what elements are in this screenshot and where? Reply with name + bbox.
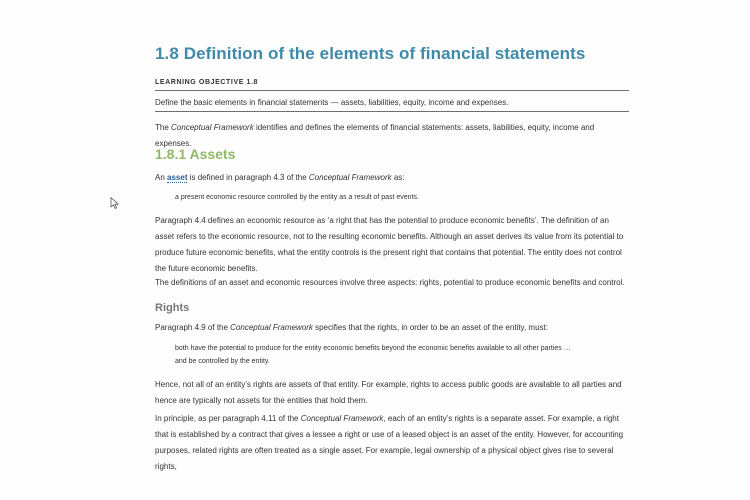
rights-heading: Rights (155, 302, 190, 314)
rights-criterion-2: and be controlled by the entity. (175, 358, 270, 365)
three-aspects-paragraph: The definitions of an asset and economic resources involve three aspects: rights, potential to produce economic benefits and control. (155, 278, 625, 287)
learning-objective-title: LEARNING OBJECTIVE 1.8 (155, 79, 259, 86)
section-heading-assets: 1.8.1 Assets (155, 146, 236, 162)
paragraph-4-4: Paragraph 4.4 defines an economic resource as ‘a right that has the potential to produce economic benefits’. The definition of an asset refers to the economic resource, not to the resulting economic benefits. Although an asset derives its value from its potential to produce future economic benefits, what the entity controls is the present right that contains that potential. The entity does not control the future economic benefits. (155, 216, 624, 273)
asset-definition-line: An asset is defined in paragraph 4.3 of the Conceptual Framework as: (155, 173, 405, 182)
mouse-pointer-icon (110, 197, 120, 209)
asset-definition-quote: a present economic resource controlled by the entity as a result of past events. (175, 194, 419, 201)
learning-objective-text: Define the basic elements in financial statements — assets, liabilities, equity, income and expenses. (155, 98, 509, 107)
paragraph-4-9: Paragraph 4.9 of the Conceptual Framework specifies that the rights, in order to be an asset of the entity, must: (155, 323, 548, 332)
divider-top (155, 90, 629, 91)
hence-paragraph: Hence, not all of an entity’s rights are assets of that entity. For example, rights to access public goods are available to all parties and hence are typically not assets for the entities that hold them. (155, 380, 622, 405)
intro-paragraph: The Conceptual Framework identifies and defines the elements of financial statements: assets, liabilities, equity, income and expenses. (155, 123, 595, 148)
asset-glossary-link[interactable]: asset (167, 173, 188, 182)
principle-paragraph: In principle, as per paragraph 4.11 of the Conceptual Framework, each of an entity’s rights is a separate asset. For example, a right that is established by a contract that gives a lessee a right or use of a leased object is an asset of the entity. However, for accounting purposes, related rights are often treated as a single asset. For example, legal ownership of a physical object gives rise to several rights, (155, 414, 624, 471)
divider-bottom (155, 111, 629, 112)
page-title: 1.8 Definition of the elements of financial statements (155, 44, 586, 63)
rights-criterion-1: both have the potential to produce for the entity economic benefits beyond the economic benefits available to all other parties … (175, 345, 571, 352)
